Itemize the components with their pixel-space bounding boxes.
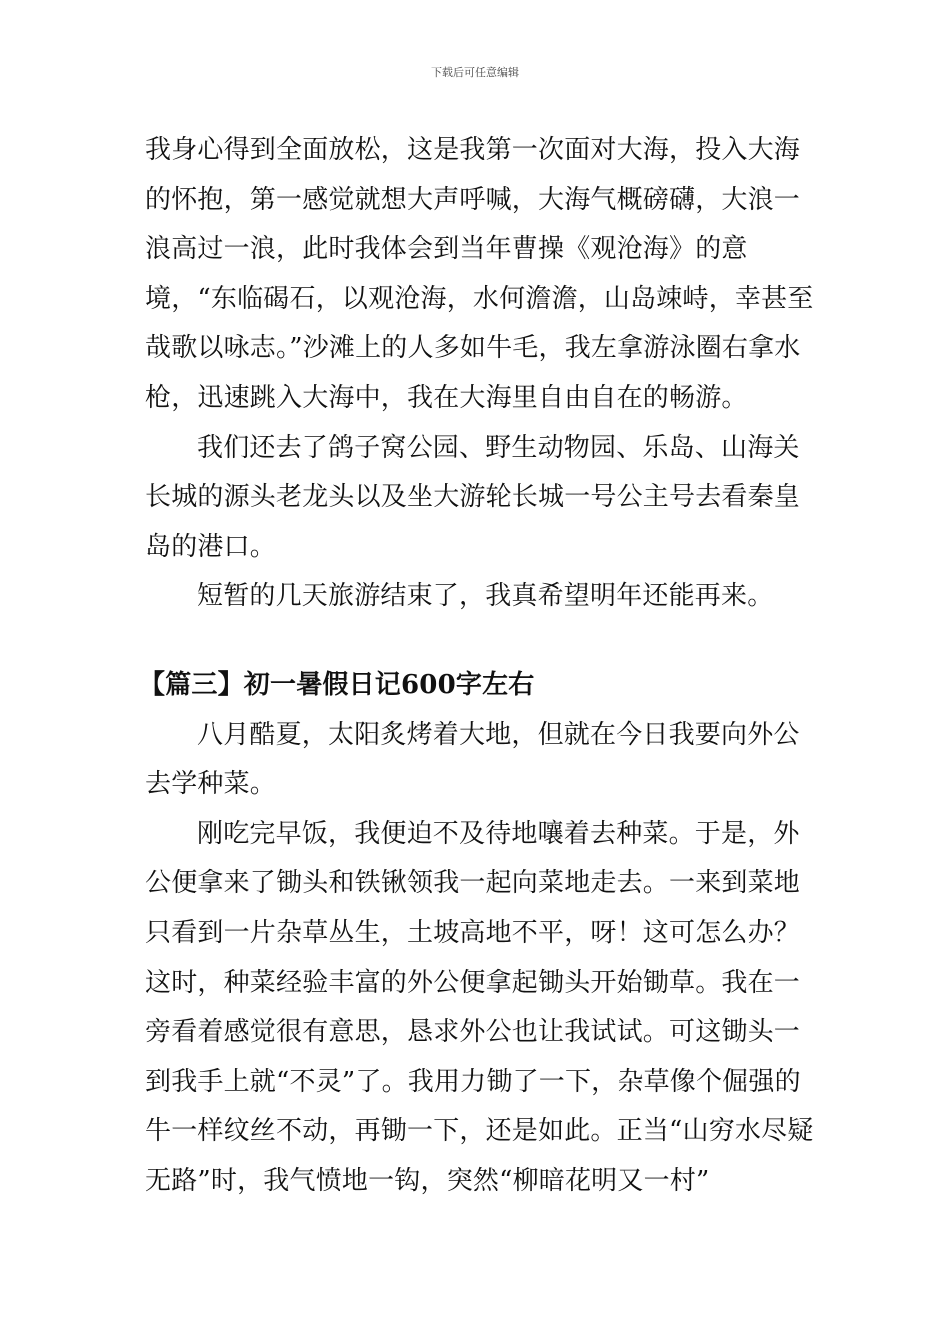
- paragraph: 刚吃完早饭，我便迫不及待地嚷着去种菜。于是，外公便拿来了锄头和铁锹领我一起向菜地走去。一来到菜地只看到一片杂草丛生，土坡高地不平，呀！这可怎么办？这时，种菜经验丰富的外公便拿起锄头开始锄草。我在一旁看着感觉很有意思，恳求外公也让我试试。可这锄头一到我手上就“不灵”了。我用力锄了一下，杂草像个倔强的牛一样纹丝不动，再锄一下，还是如此。正当“山穷水尽疑无路”时，我气愤地一钩，突然“柳暗花明又一村”: [145, 818, 814, 1196]
- section-two-continued: [145, 126, 817, 622]
- paragraph: 我们还去了鸽子窝公园、野生动物园、乐岛、山海关长城的源头老龙头以及坐大游轮长城一号公主号去看秦皇岛的港口。: [145, 432, 801, 562]
- page-header: 下载后可任意编辑: [431, 66, 519, 79]
- paragraph: 我身心得到全面放松，这是我第一次面对大海，投入大海的怀抱，第一感觉就想大声呼喊，大海气概磅礴，大浪一浪高过一浪，此时我体会到当年曹操《观沧海》的意境，“东临碣石，以观沧海，水何澹澹，山岛竦峙，幸甚至哉歌以咏志。”沙滩上的人多如牛毛，我左拿游泳圈右拿水枪，迅速跳入大海中，我在大海里自由自在的畅游。: [145, 135, 814, 413]
- section-title: 【篇三】初一暑假日记600字左右: [139, 670, 535, 700]
- paragraph: 短暂的几天旅游结束了，我真希望明年还能再来。: [197, 581, 774, 612]
- section-three: [139, 661, 817, 1207]
- paragraph: 八月酷夏，太阳炙烤着大地，但就在今日我要向外公去学种菜。: [145, 719, 800, 800]
